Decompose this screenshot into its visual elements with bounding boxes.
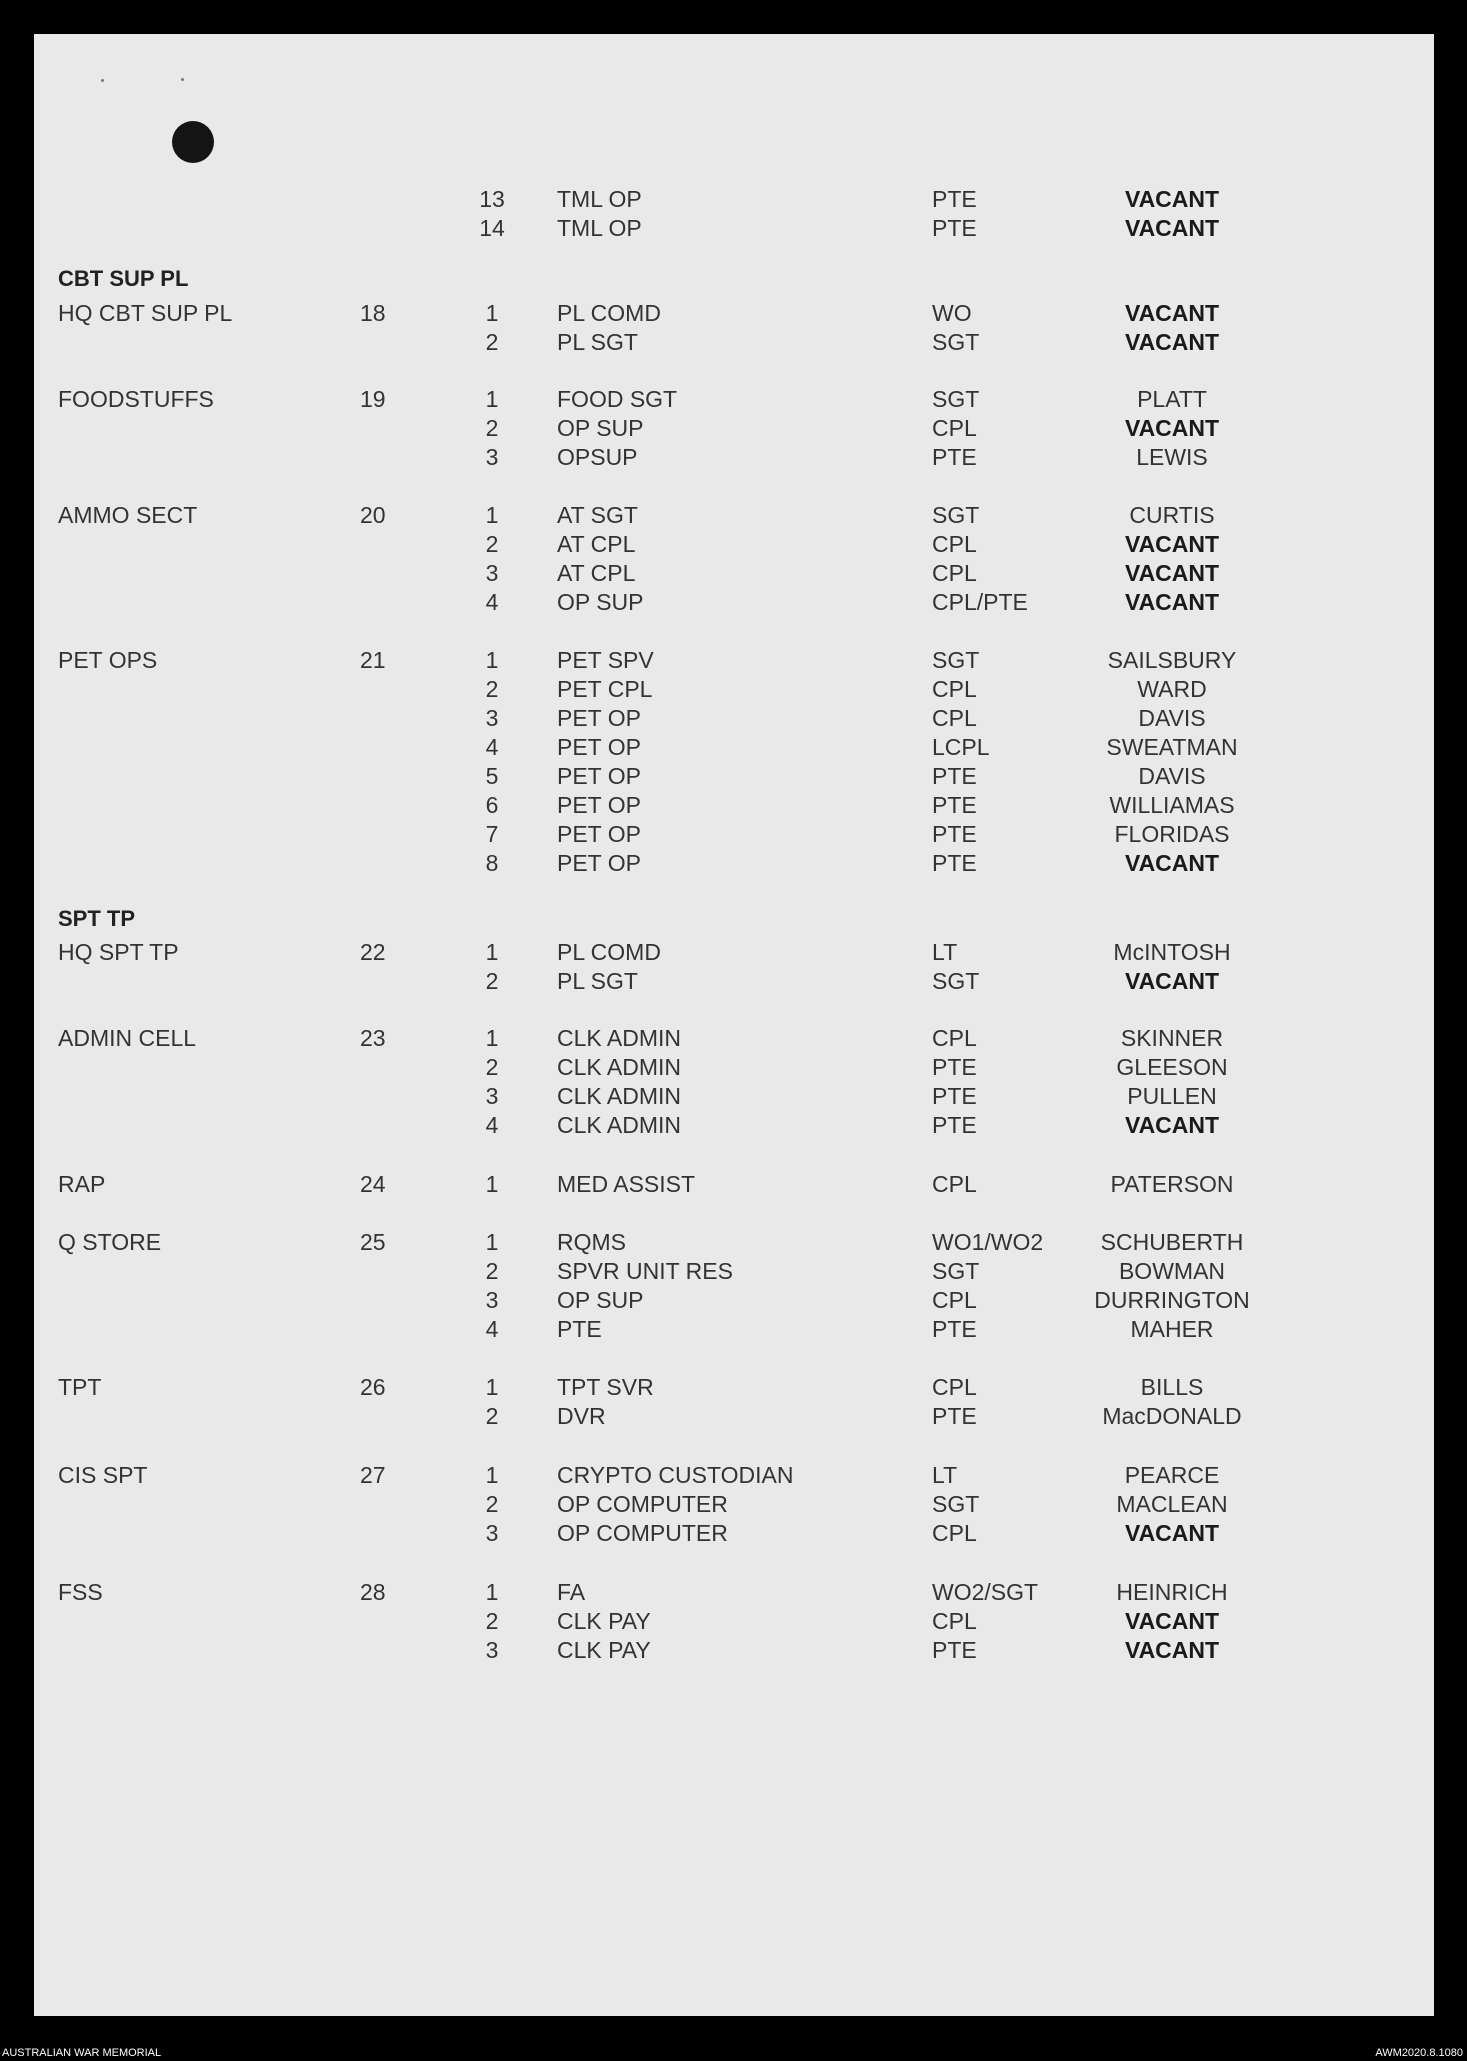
table-row: [0, 676, 1467, 706]
line-number: 14: [479, 215, 505, 241]
section-name: CIS SPT: [58, 1462, 148, 1488]
table-row: [0, 531, 1467, 561]
line-number: 3: [485, 560, 499, 586]
line-number: 2: [485, 676, 499, 702]
table-row: [0, 821, 1467, 851]
position-title: PL SGT: [557, 329, 638, 355]
table-row: [0, 792, 1467, 822]
rank: CPL: [932, 531, 977, 557]
position-title: PET CPL: [557, 676, 653, 702]
rank: PTE: [932, 186, 977, 212]
member-name: VACANT: [1124, 300, 1220, 326]
section-code: 21: [360, 647, 386, 673]
table-row: [0, 589, 1467, 619]
line-number: 2: [485, 1054, 499, 1080]
member-name: DAVIS: [1138, 763, 1206, 789]
member-name: PULLEN: [1127, 1083, 1217, 1109]
rank: SGT: [932, 502, 980, 528]
table-row: [0, 1258, 1467, 1288]
position-title: CLK ADMIN: [557, 1083, 681, 1109]
section-code: 19: [360, 386, 386, 412]
line-number: 2: [485, 415, 499, 441]
member-name: MacDONALD: [1102, 1403, 1242, 1429]
line-number: 5: [485, 763, 499, 789]
member-name: VACANT: [1124, 531, 1220, 557]
table-row: [0, 1229, 1467, 1259]
position-title: OP SUP: [557, 415, 644, 441]
position-title: PET OP: [557, 792, 641, 818]
table-row: [0, 215, 1467, 245]
rank: CPL: [932, 415, 977, 441]
position-title: PL COMD: [557, 939, 661, 965]
rank: SGT: [932, 1258, 980, 1284]
position-title: CLK ADMIN: [557, 1112, 681, 1138]
table-row: [0, 502, 1467, 532]
member-name: GLEESON: [1116, 1054, 1228, 1080]
rank: PTE: [932, 1316, 977, 1342]
section-code: 24: [360, 1171, 386, 1197]
member-name: VACANT: [1124, 1520, 1220, 1546]
line-number: 4: [485, 1112, 499, 1138]
rank: SGT: [932, 329, 980, 355]
line-number: 1: [485, 647, 499, 673]
member-name: PATERSON: [1110, 1171, 1234, 1197]
member-name: MACLEAN: [1116, 1491, 1228, 1517]
rank: CPL: [932, 1287, 977, 1313]
table-row: [0, 968, 1467, 998]
table-row: [0, 300, 1467, 330]
line-number: 3: [485, 1637, 499, 1663]
line-number: 3: [485, 1287, 499, 1313]
position-title: TML OP: [557, 186, 642, 212]
line-number: 13: [479, 186, 505, 212]
rank: PTE: [932, 215, 977, 241]
member-name: LEWIS: [1136, 444, 1208, 470]
section-code: 25: [360, 1229, 386, 1255]
table-row: [0, 1287, 1467, 1317]
line-number: 1: [485, 386, 499, 412]
table-row: [0, 1579, 1467, 1609]
position-title: FA: [557, 1579, 586, 1605]
line-number: 1: [485, 1579, 499, 1605]
rank: LCPL: [932, 734, 990, 760]
rank: PTE: [932, 1403, 977, 1429]
rank: PTE: [932, 850, 977, 876]
punch-hole: [172, 121, 214, 163]
rank: SGT: [932, 1491, 980, 1517]
member-name: SAILSBURY: [1107, 647, 1237, 673]
line-number: 6: [485, 792, 499, 818]
position-title: RQMS: [557, 1229, 626, 1255]
section-name: FSS: [58, 1579, 103, 1605]
line-number: 7: [485, 821, 499, 847]
position-title: OP COMPUTER: [557, 1520, 728, 1546]
member-name: BOWMAN: [1118, 1258, 1226, 1284]
position-title: PTE: [557, 1316, 602, 1342]
member-name: VACANT: [1124, 560, 1220, 586]
member-name: SCHUBERTH: [1100, 1229, 1244, 1255]
table-row: [0, 329, 1467, 359]
rank: CPL/PTE: [932, 589, 1028, 615]
group-heading: CBT SUP PL: [58, 266, 189, 291]
member-name: FLORIDAS: [1114, 821, 1230, 847]
section-name: ADMIN CELL: [58, 1025, 197, 1051]
rank: CPL: [932, 560, 977, 586]
rank: WO2/SGT: [932, 1579, 1039, 1605]
table-row: [0, 763, 1467, 793]
table-row: [0, 1462, 1467, 1492]
section-code: 22: [360, 939, 386, 965]
member-name: VACANT: [1124, 1608, 1220, 1634]
position-title: TPT SVR: [557, 1374, 654, 1400]
position-title: FOOD SGT: [557, 386, 678, 412]
position-title: PET OP: [557, 705, 641, 731]
line-number: 3: [485, 444, 499, 470]
table-row: [0, 1054, 1467, 1084]
line-number: 1: [485, 1374, 499, 1400]
table-row: [0, 850, 1467, 880]
position-title: OP SUP: [557, 589, 644, 615]
line-number: 1: [485, 1025, 499, 1051]
member-name: WARD: [1137, 676, 1207, 702]
rank: CPL: [932, 1520, 977, 1546]
table-row: [0, 939, 1467, 969]
line-number: 1: [485, 939, 499, 965]
position-title: TML OP: [557, 215, 642, 241]
table-row: [0, 186, 1467, 216]
line-number: 3: [485, 1520, 499, 1546]
member-name: SKINNER: [1120, 1025, 1224, 1051]
footer-accession-number: AWM2020.8.1080: [1375, 2047, 1463, 2059]
member-name: DURRINGTON: [1094, 1287, 1250, 1313]
table-row: [0, 1608, 1467, 1638]
rank: PTE: [932, 1637, 977, 1663]
table-row: [0, 705, 1467, 735]
position-title: AT CPL: [557, 531, 636, 557]
line-number: 4: [485, 589, 499, 615]
position-title: PL SGT: [557, 968, 638, 994]
section-name: Q STORE: [58, 1229, 162, 1255]
member-name: CURTIS: [1129, 502, 1215, 528]
paper-speck: [181, 78, 184, 81]
member-name: WILLIAMAS: [1109, 792, 1235, 818]
section-name: PET OPS: [58, 647, 158, 673]
rank: PTE: [932, 1083, 977, 1109]
section-code: 28: [360, 1579, 386, 1605]
line-number: 2: [485, 1491, 499, 1517]
section-name: FOODSTUFFS: [58, 386, 214, 412]
member-name: McINTOSH: [1113, 939, 1231, 965]
member-name: VACANT: [1124, 329, 1220, 355]
member-name: SWEATMAN: [1106, 734, 1238, 760]
table-row: [0, 1637, 1467, 1667]
position-title: AT CPL: [557, 560, 636, 586]
section-name: HQ SPT TP: [58, 939, 179, 965]
line-number: 4: [485, 1316, 499, 1342]
position-title: OPSUP: [557, 444, 638, 470]
line-number: 1: [485, 1171, 499, 1197]
rank: CPL: [932, 1171, 977, 1197]
rank: PTE: [932, 763, 977, 789]
member-name: VACANT: [1124, 215, 1220, 241]
position-title: PET OP: [557, 763, 641, 789]
line-number: 2: [485, 1403, 499, 1429]
table-row: [0, 1025, 1467, 1055]
member-name: PLATT: [1137, 386, 1207, 412]
line-number: 4: [485, 734, 499, 760]
line-number: 2: [485, 329, 499, 355]
group-heading: SPT TP: [58, 906, 136, 931]
position-title: SPVR UNIT RES: [557, 1258, 733, 1284]
member-name: VACANT: [1124, 186, 1220, 212]
position-title: PL COMD: [557, 300, 661, 326]
position-title: OP COMPUTER: [557, 1491, 728, 1517]
position-title: DVR: [557, 1403, 606, 1429]
section-name: RAP: [58, 1171, 106, 1197]
rank: PTE: [932, 444, 977, 470]
member-name: VACANT: [1124, 589, 1220, 615]
line-number: 3: [485, 1083, 499, 1109]
table-row: [0, 1520, 1467, 1550]
table-row: [0, 1112, 1467, 1142]
member-name: VACANT: [1124, 1112, 1220, 1138]
member-name: PEARCE: [1124, 1462, 1220, 1488]
section-code: 27: [360, 1462, 386, 1488]
member-name: VACANT: [1124, 415, 1220, 441]
position-title: AT SGT: [557, 502, 638, 528]
position-title: MED ASSIST: [557, 1171, 696, 1197]
member-name: DAVIS: [1138, 705, 1206, 731]
member-name: VACANT: [1124, 968, 1220, 994]
position-title: CLK ADMIN: [557, 1054, 681, 1080]
line-number: 2: [485, 531, 499, 557]
rank: PTE: [932, 792, 977, 818]
member-name: BILLS: [1140, 1374, 1204, 1400]
rank: SGT: [932, 647, 980, 673]
line-number: 1: [485, 1229, 499, 1255]
section-code: 20: [360, 502, 386, 528]
table-row: [0, 415, 1467, 445]
member-name: VACANT: [1124, 1637, 1220, 1663]
line-number: 8: [485, 850, 499, 876]
position-title: PET SPV: [557, 647, 654, 673]
line-number: 3: [485, 705, 499, 731]
line-number: 1: [485, 300, 499, 326]
section-name: HQ CBT SUP PL: [58, 300, 233, 326]
position-title: PET OP: [557, 734, 641, 760]
section-name: TPT: [58, 1374, 102, 1400]
section-code: 18: [360, 300, 386, 326]
table-row: [0, 647, 1467, 677]
table-row: [0, 1374, 1467, 1404]
rank: PTE: [932, 821, 977, 847]
footer-institution: AUSTRALIAN WAR MEMORIAL: [2, 2047, 162, 2059]
position-title: PET OP: [557, 821, 641, 847]
line-number: 2: [485, 1258, 499, 1284]
rank: WO1/WO2: [932, 1229, 1044, 1255]
section-code: 26: [360, 1374, 386, 1400]
rank: CPL: [932, 1374, 977, 1400]
rank: LT: [932, 1462, 958, 1488]
rank: CPL: [932, 676, 977, 702]
rank: WO: [932, 300, 972, 326]
rank: CPL: [932, 705, 977, 731]
table-row: [0, 1491, 1467, 1521]
line-number: 1: [485, 1462, 499, 1488]
member-name: HEINRICH: [1116, 1579, 1228, 1605]
rank: CPL: [932, 1025, 977, 1051]
line-number: 2: [485, 1608, 499, 1634]
position-title: PET OP: [557, 850, 641, 876]
position-title: CRYPTO CUSTODIAN: [557, 1462, 794, 1488]
line-number: 2: [485, 968, 499, 994]
position-title: CLK ADMIN: [557, 1025, 681, 1051]
table-row: [0, 1403, 1467, 1433]
position-title: CLK PAY: [557, 1608, 651, 1634]
member-name: MAHER: [1130, 1316, 1214, 1342]
section-name: AMMO SECT: [58, 502, 198, 528]
rank: PTE: [932, 1112, 977, 1138]
table-row: [0, 444, 1467, 474]
table-row: [0, 386, 1467, 416]
section-code: 23: [360, 1025, 386, 1051]
rank: SGT: [932, 968, 980, 994]
paper-speck: [101, 79, 104, 82]
table-row: [0, 1316, 1467, 1346]
rank: CPL: [932, 1608, 977, 1634]
position-title: OP SUP: [557, 1287, 644, 1313]
line-number: 1: [485, 502, 499, 528]
position-title: CLK PAY: [557, 1637, 651, 1663]
rank: LT: [932, 939, 958, 965]
member-name: VACANT: [1124, 850, 1220, 876]
table-row: [0, 734, 1467, 764]
table-row: [0, 1083, 1467, 1113]
rank: PTE: [932, 1054, 977, 1080]
table-row: [0, 560, 1467, 590]
rank: SGT: [932, 386, 980, 412]
table-row: [0, 1171, 1467, 1201]
